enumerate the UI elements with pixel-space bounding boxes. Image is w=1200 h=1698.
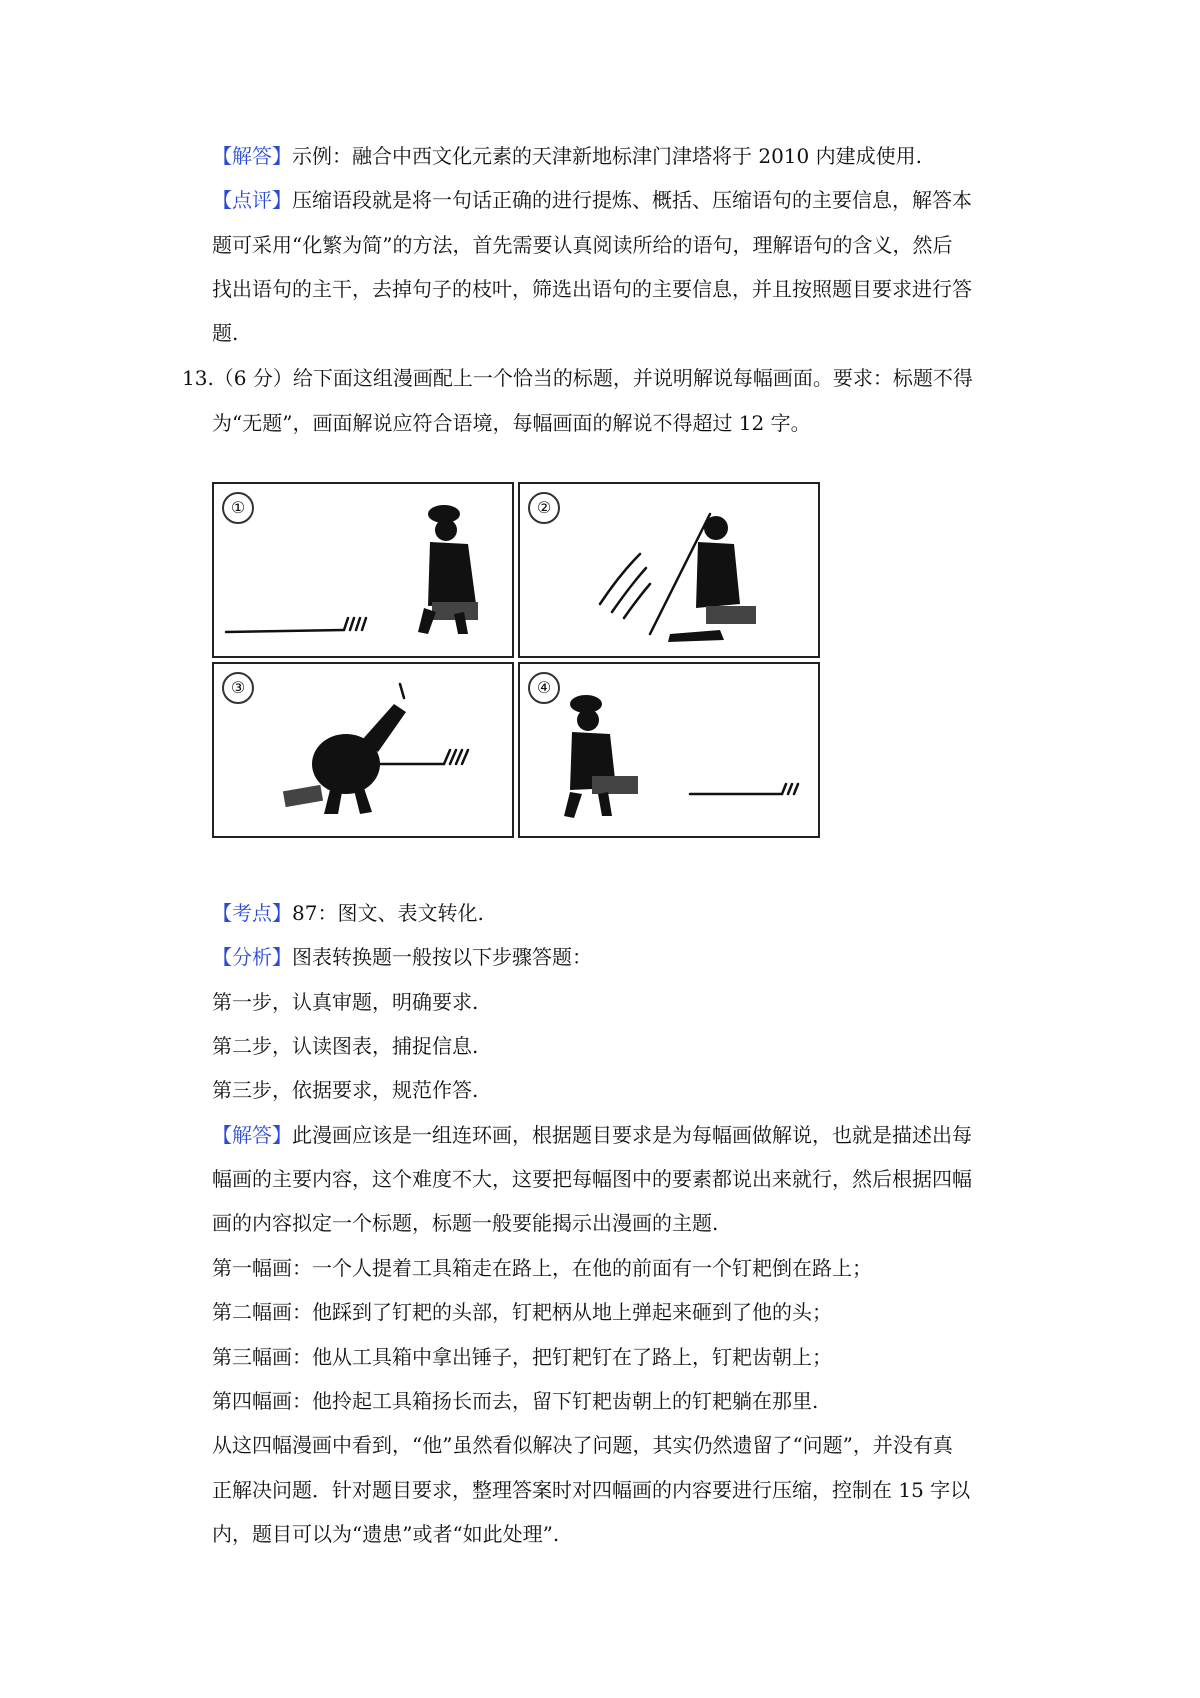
panel-description: 第二幅画：他踩到了钉耙的头部，钉耙柄从地上弹起来砸到了他的头； [212,1300,832,1324]
panel-number: ② [528,492,560,524]
comment-line: 题. [212,321,239,345]
comic-panel-1 [212,482,514,658]
kaodian-tag: 【考点】 [212,901,292,925]
conclusion-line: 从这四幅漫画中看到，“他”虽然看似解决了问题，其实仍然遗留了“问题”，并没有真 [212,1433,953,1457]
answer-line [212,143,1032,169]
panel-number: ① [222,492,254,524]
fenxi-text: 图表转换题一般按以下步骤答题： [292,945,592,969]
step-line: 第二步，认读图表，捕捉信息. [212,1034,479,1058]
comic-drawing [214,484,512,656]
step-line: 第三步，依据要求，规范作答. [212,1078,479,1102]
answer-text: 此漫画应该是一组连环画，根据题目要求是为每幅画做解说，也就是描述出每 [292,1123,972,1147]
panel-description: 第三幅画：他从工具箱中拿出锤子，把钉耙钉在了路上，钉耙齿朝上； [212,1345,832,1369]
answer-line: 幅画的主要内容，这个难度不大，这要把每幅图中的要素都说出来就行，然后根据四幅 [212,1167,972,1191]
fenxi-tag: 【分析】 [212,945,292,969]
panel-number: ④ [528,672,560,704]
kaodian-line [212,900,1032,926]
answer-tag: 【解答】 [212,1123,292,1147]
comment-tag: 【点评】 [212,188,292,212]
comic-panel-2 [518,482,820,658]
comment-line: 找出语句的主干，去掉句子的枝叶，筛选出语句的主要信息，并且按照题目要求进行答 [212,277,972,301]
comic-drawing [214,664,512,836]
question-line: 13.（6 分）给下面这组漫画配上一个恰当的标题，并说明解说每幅画面。要求：标题不得 [182,366,973,390]
comic-drawing [520,484,818,656]
comment-line: 题可采用“化繁为简”的方法，首先需要认真阅读所给的语句，理解语句的含义，然后 [212,233,953,257]
conclusion-line: 内，题目可以为“遗患”或者“如此处理”. [212,1522,560,1546]
step-line: 第一步，认真审题，明确要求. [212,990,479,1014]
comic-panel-4 [518,662,820,838]
comic-drawing [520,664,818,836]
panel-number: ③ [222,672,254,704]
kaodian-text: 87：图文、表文转化. [292,901,484,925]
question-line: 为“无题”，画面解说应符合语境，每幅画面的解说不得超过 12 字。 [212,411,811,435]
answer-line: 画的内容拟定一个标题，标题一般要能揭示出漫画的主题. [212,1211,719,1235]
comment-text: 压缩语段就是将一句话正确的进行提炼、概括、压缩语句的主要信息，解答本 [292,188,972,212]
answer-line [212,1122,1032,1148]
panel-description: 第四幅画：他拎起工具箱扬长而去，留下钉耙齿朝上的钉耙躺在那里. [212,1389,819,1413]
fenxi-line [212,944,1032,970]
comic-strip [212,482,882,857]
panel-description: 第一幅画：一个人提着工具箱走在路上，在他的前面有一个钉耙倒在路上； [212,1256,872,1280]
comic-panel-3 [212,662,514,838]
answer-tag: 【解答】 [212,144,292,168]
comment-line [212,187,1032,213]
answer-text: 示例：融合中西文化元素的天津新地标津门津塔将于 2010 内建成使用. [292,144,922,168]
conclusion-line: 正解决问题．针对题目要求，整理答案时对四幅画的内容要进行压缩，控制在 15 字以 [212,1478,971,1502]
